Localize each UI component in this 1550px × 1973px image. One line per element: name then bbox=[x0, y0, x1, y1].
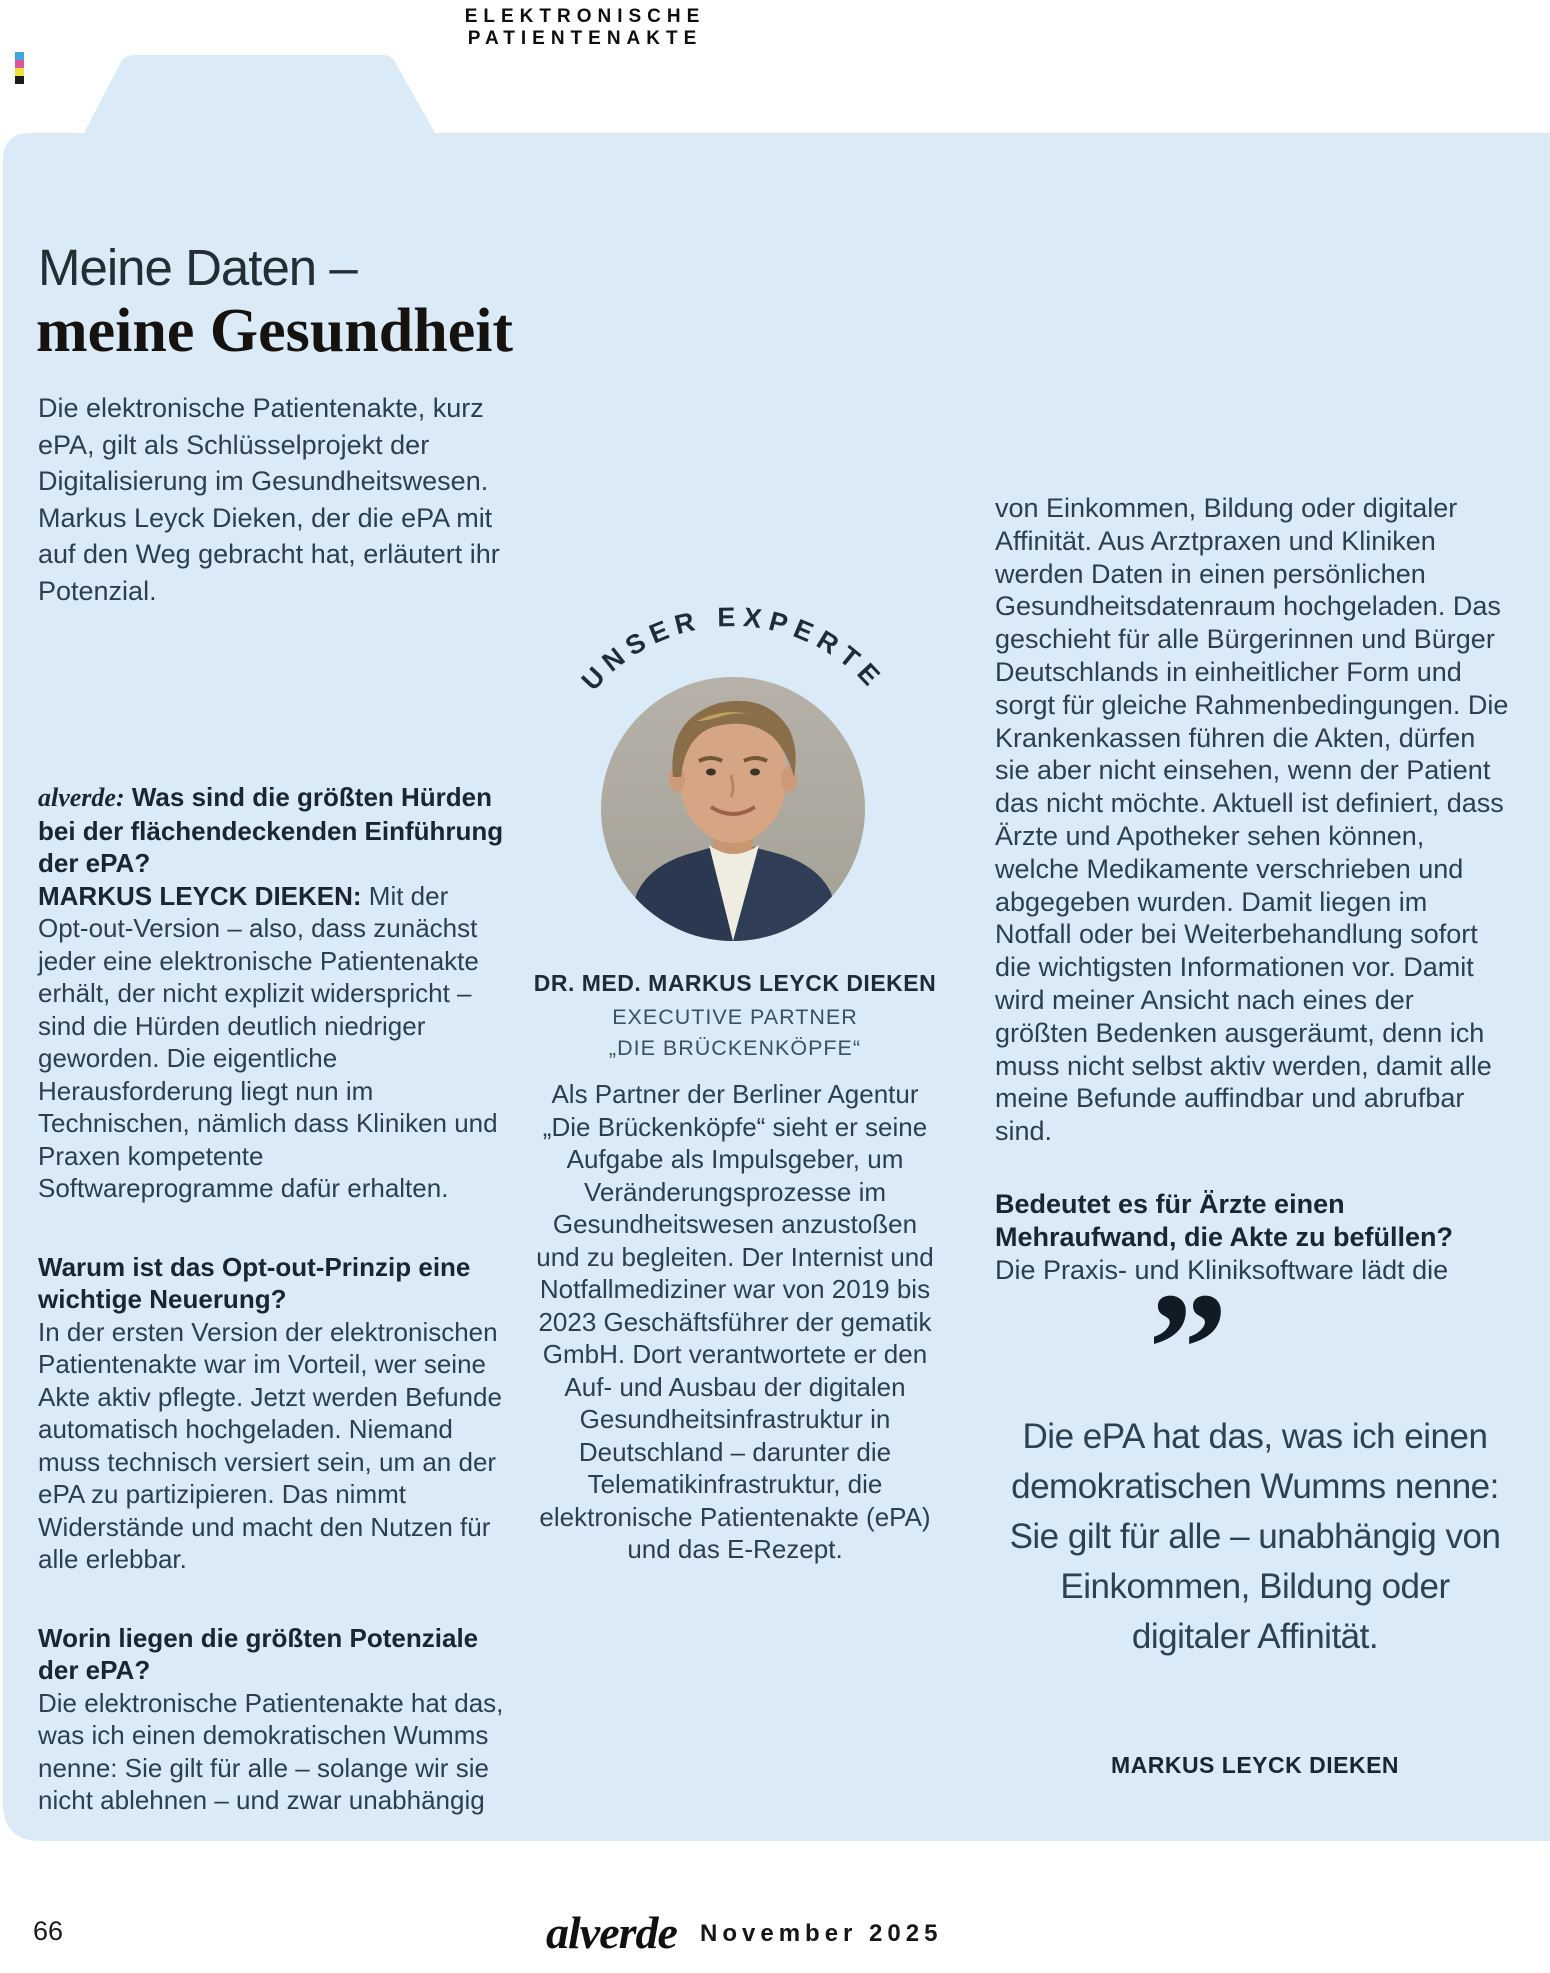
article-title-line2: meine Gesundheit bbox=[36, 297, 514, 365]
question-3: Worin liegen die größten Potenziale der ePA? bbox=[38, 1622, 479, 1685]
regmark-black bbox=[15, 76, 24, 84]
quote-mark-icon: ” bbox=[1148, 1259, 1228, 1437]
registration-mark-icon bbox=[15, 52, 24, 84]
magazine-logo: alverde bbox=[546, 1907, 677, 1958]
question-4: Bedeutet es für Ärzte einen Mehraufwand, die Akte zu befüllen? bbox=[995, 1188, 1454, 1252]
expert-photo bbox=[601, 677, 865, 941]
spacer bbox=[38, 1576, 504, 1622]
expert-role: EXECUTIVE PARTNER bbox=[612, 1005, 858, 1029]
regmark-yellow bbox=[15, 68, 24, 76]
expert-company: „DIE BRÜCKENKÖPFE“ bbox=[608, 1036, 862, 1060]
answer-1-text: Mit der Opt-out-Version – also, dass zunächst jeder eine elektronische Patientenakte erhält, der nicht explizit widerspricht – sind die Hürden deutlich niedriger geworden. Die eigentliche Herausforderung liegt nun im Technischen, nämlich dass Kliniken und Praxen kompetente Softwareprogramme dafür erhalten. bbox=[38, 880, 498, 1203]
expert-bio: Als Partner der Berliner Agentur „Die Brückenköpfe“ sieht er seine Aufgabe als Impulsgeber, um Veränderungsprozesse im Gesundheitswesen anzustoßen und zu begleiten. Der Internist und Notfallmediziner war von 2019 bis 2023 Geschäftsführer der gematik GmbH. Dort verantwortete er den Auf- und Ausbau der digitalen Gesundheitsinfrastruktur in Deutschland – darunter die Telematikinfrastruktur, die elektronische Patientenakte (ePA) und das E-Rezept. bbox=[536, 1079, 934, 1564]
interview-column bbox=[38, 781, 504, 1817]
pullquote-text: Die ePA hat das, was ich einen demokratischen Wumms nenne: Sie gilt für alle – unabhängig von Einkommen, Bildung oder digitaler Affinität. bbox=[1009, 1417, 1501, 1656]
regmark-cyan bbox=[15, 52, 24, 60]
page-number: 66 bbox=[33, 1916, 64, 1946]
answer-3: Die elektronische Patientenakte hat das, was ich einen demokratischen Wumms nenne: Sie gilt für alle – solange wir sie nicht ablehnen – und zwar unabhängig bbox=[38, 1687, 504, 1815]
question-1-text: Was sind die größten Hürden bei der flächendeckenden Einführung der ePA? bbox=[38, 782, 504, 878]
right-paragraph: von Einkommen, Bildung oder digitaler Affinität. Aus Arztpraxen und Kliniken werden Daten in einen persönlichen Gesundheitsdatenraum hochgeladen. Das geschieht für alle Bürgerinnen und Bürger Deutschlands in einheitlicher Form und sorgt für gleiche Rahmenbedingungen. Die Krankenkassen führen die Akten, dürfen sie aber nicht einsehen, wenn der Patient das nicht möchte. Aktuell ist definiert, dass Ärzte und Apotheker sehen können, welche Medikamente verschrieben und abgegeben wurden. Damit liegen im Notfall oder bei Weiterbehandlung sofort die wichtigsten Informationen vor. Damit wird meiner Ansicht nach eines der größten Bedenken ausgeräumt, denn ich muss nicht selbst aktiv werden, damit alle meine Befunde auffindbar und abrufbar sind. bbox=[995, 493, 1509, 1147]
pullquote-attribution: MARKUS LEYCK DIEKEN bbox=[1110, 1752, 1400, 1778]
spacer bbox=[38, 1205, 504, 1251]
regmark-magenta bbox=[15, 60, 24, 68]
right-column bbox=[995, 492, 1509, 1286]
question-2: Warum ist das Opt-out-Prinzip eine wichtige Neuerung? bbox=[38, 1251, 471, 1314]
answer-2: In der ersten Version der elektronischen Patientenakte war im Vorteil, wer seine Akte aktiv pflegte. Jetzt werden Befunde automatisch hochgeladen. Niemand muss technisch versiert sein, um an der ePA zu partizipieren. Das nimmt Widerstände und macht den Nutzen für alle erlebbar. bbox=[38, 1316, 502, 1574]
question-1 bbox=[38, 781, 504, 880]
eye-left bbox=[706, 769, 716, 776]
magazine-name-prefix: alverde: bbox=[38, 783, 125, 812]
article-title-line1: Meine Daten – bbox=[38, 239, 357, 296]
issue-date: November 2025 bbox=[700, 1920, 943, 1947]
answer-1-speaker: MARKUS LEYCK DIEKEN: bbox=[38, 880, 362, 911]
expert-name: DR. MED. MARKUS LEYCK DIEKEN bbox=[533, 970, 937, 996]
eye-right bbox=[750, 769, 760, 776]
answer-4-start: Die Praxis- und Kliniksoftware lädt die bbox=[995, 1254, 1449, 1285]
kicker: ELEKTRONISCHE PATIENTENAKTE bbox=[464, 6, 706, 49]
expert-caption bbox=[515, 970, 955, 1061]
answer-1 bbox=[38, 880, 504, 1205]
arc-label-text: UNSER EXPERTE bbox=[575, 601, 891, 697]
article-intro: Die elektronische Patientenakte, kurz ePA, gilt als Schlüsselprojekt der Digitalisierung im Gesundheitswesen. Markus Leyck Dieken, der die ePA mit auf den Weg gebracht hat, erläutert ihr Potenzial. bbox=[38, 393, 500, 606]
